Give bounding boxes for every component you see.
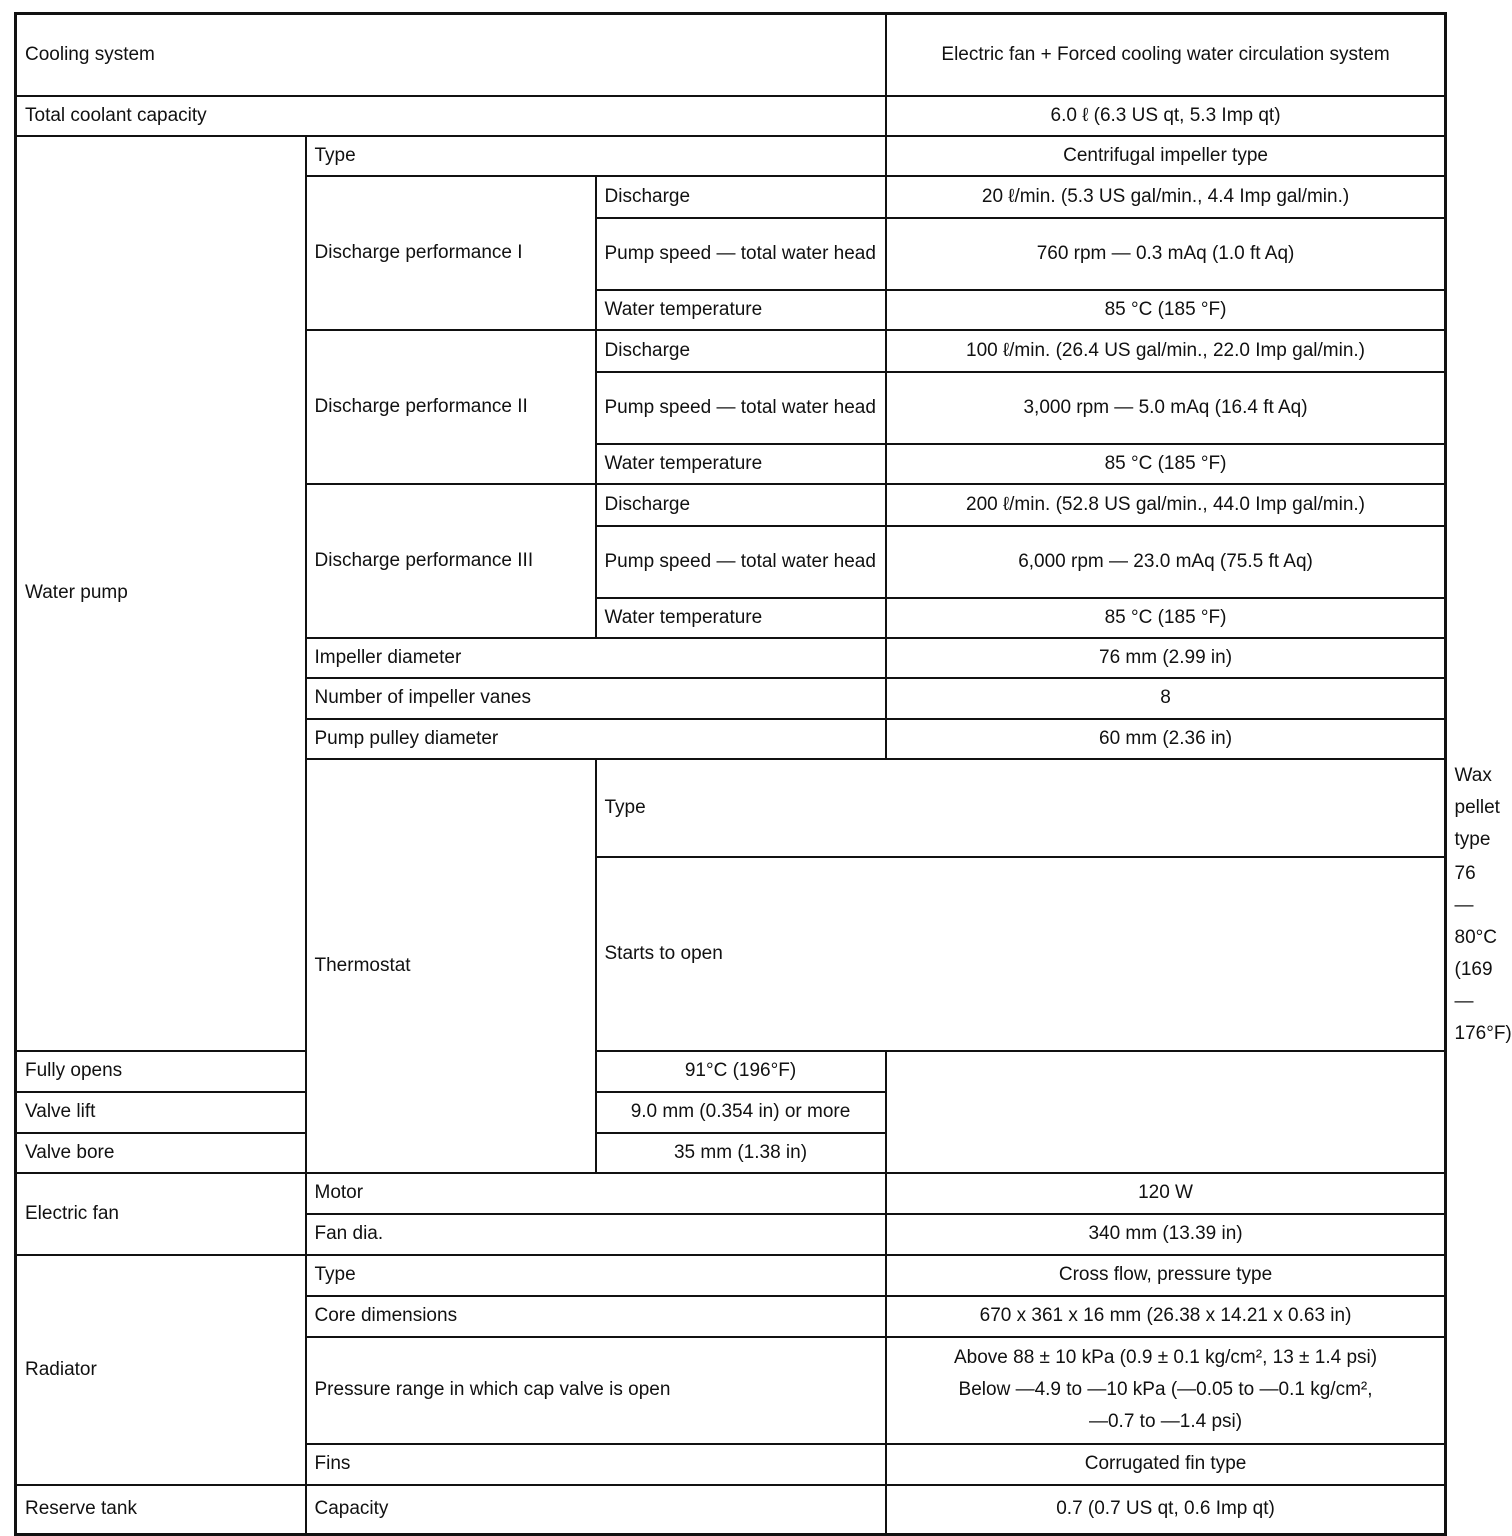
perf1-temp-label: Water temperature [596, 290, 886, 330]
thermostat-type-label: Type [596, 759, 1446, 857]
pump-type-value: Centrifugal impeller type [886, 136, 1446, 176]
perf1-speed-value: 760 rpm — 0.3 mAq (1.0 ft Aq) [886, 218, 1446, 290]
perf2-speed-label: Pump speed — total water head [596, 372, 886, 444]
thermostat-bore-value: 35 mm (1.38 in) [596, 1133, 886, 1173]
impeller-diameter-label: Impeller diameter [306, 638, 886, 678]
row-pump-type [16, 136, 1446, 176]
fan-motor-value: 120 W [886, 1173, 1446, 1214]
fan-motor-label: Motor [306, 1173, 886, 1214]
row-cooling-system [16, 14, 1446, 96]
perf2-speed-value: 3,000 rpm — 5.0 mAq (16.4 ft Aq) [886, 372, 1446, 444]
thermostat-bore-label: Valve bore [16, 1133, 596, 1173]
thermostat-lift-value: 9.0 mm (0.354 in) or more [596, 1092, 886, 1133]
perf1-discharge-label: Discharge [596, 176, 886, 218]
perf1-discharge-value: 20 ℓ/min. (5.3 US gal/min., 4.4 Imp gal/min.) [886, 176, 1446, 218]
perf3-temp-label: Water temperature [596, 598, 886, 638]
perf2-temp-value: 85 °C (185 °F) [886, 444, 1446, 484]
perf1-speed-label: Pump speed — total water head [596, 218, 886, 290]
impeller-vanes-label: Number of impeller vanes [306, 678, 886, 719]
radiator-type-value: Cross flow, pressure type [886, 1255, 1446, 1296]
fan-dia-label: Fan dia. [306, 1214, 886, 1255]
perf3-discharge-label: Discharge [596, 484, 886, 526]
row-thermostat-fully [16, 1051, 1446, 1092]
row-thermostat-bore [16, 1133, 1446, 1173]
electric-fan-label: Electric fan [16, 1173, 306, 1255]
total-coolant-value: 6.0 ℓ (6.3 US qt, 5.3 Imp qt) [886, 96, 1446, 136]
perf1-temp-value: 85 °C (185 °F) [886, 290, 1446, 330]
water-pump-label: Water pump [16, 136, 306, 1051]
radiator-cap-label: Pressure range in which cap valve is open [306, 1337, 886, 1444]
pump-type-label: Type [306, 136, 886, 176]
thermostat-starts-label: Starts to open [596, 857, 1446, 1051]
row-radiator-type [16, 1255, 1446, 1296]
radiator-fins-value: Corrugated fin type [886, 1444, 1446, 1485]
cooling-system-value: Electric fan + Forced cooling water circulation system [886, 14, 1446, 96]
cooling-spec-table [14, 12, 1512, 1536]
pulley-diameter-label: Pump pulley diameter [306, 719, 886, 759]
radiator-core-label: Core dimensions [306, 1296, 886, 1337]
perf2-discharge-value: 100 ℓ/min. (26.4 US gal/min., 22.0 Imp gal/min.) [886, 330, 1446, 372]
row-thermostat-starts: Starts to open 76 — 80°C (169 — 176°F) [16, 857, 1446, 1051]
row-thermostat-lift [16, 1092, 1446, 1133]
thermostat-lift-label: Valve lift [16, 1092, 596, 1133]
radiator-cap-value [886, 1337, 1446, 1444]
perf3-speed-value: 6,000 rpm — 23.0 mAq (75.5 ft Aq) [886, 526, 1446, 598]
row-total-coolant [16, 96, 1446, 136]
perf2-label: Discharge performance II [306, 330, 596, 484]
thermostat-label: Thermostat [306, 759, 596, 1173]
pulley-diameter-value: 60 mm (2.36 in) [886, 719, 1446, 759]
perf3-temp-value: 85 °C (185 °F) [886, 598, 1446, 638]
fan-dia-value: 340 mm (13.39 in) [886, 1214, 1446, 1255]
perf1-label: Discharge performance I [306, 176, 596, 330]
impeller-diameter-value: 76 mm (2.99 in) [886, 638, 1446, 678]
radiator-cap-line1: Above 88 ± 10 kPa (0.9 ± 0.1 kg/cm², 13 ± 1.4 psi) [953, 1347, 1378, 1368]
cooling-system-label: Cooling system [16, 14, 886, 96]
row-reserve-tank [16, 1485, 1446, 1535]
row-fan-motor [16, 1173, 1446, 1214]
radiator-cap-line3: —0.7 to —1.4 psi) [1088, 1411, 1243, 1432]
radiator-core-value: 670 x 361 x 16 mm (26.38 x 14.21 x 0.63 in) [886, 1296, 1446, 1337]
thermostat-fully-value: 91°C (196°F) [596, 1051, 886, 1092]
reserve-capacity-label: Capacity [306, 1485, 886, 1535]
impeller-vanes-value: 8 [886, 678, 1446, 719]
radiator-label: Radiator [16, 1255, 306, 1485]
radiator-cap-line2: Below —4.9 to —10 kPa (—0.05 to —0.1 kg/cm², [958, 1379, 1373, 1400]
perf2-discharge-label: Discharge [596, 330, 886, 372]
total-coolant-label: Total coolant capacity [16, 96, 886, 136]
perf3-label: Discharge performance III [306, 484, 596, 638]
radiator-type-label: Type [306, 1255, 886, 1296]
perf3-speed-label: Pump speed — total water head [596, 526, 886, 598]
radiator-fins-label: Fins [306, 1444, 886, 1485]
reserve-tank-label: Reserve tank [16, 1485, 306, 1535]
row-thermostat-type: Thermostat Type Wax pellet type [16, 759, 1446, 857]
perf3-discharge-value: 200 ℓ/min. (52.8 US gal/min., 44.0 Imp gal/min.) [886, 484, 1446, 526]
reserve-capacity-value: 0.7 (0.7 US qt, 0.6 Imp qt) [886, 1485, 1446, 1535]
perf2-temp-label: Water temperature [596, 444, 886, 484]
thermostat-fully-label: Fully opens [16, 1051, 596, 1092]
